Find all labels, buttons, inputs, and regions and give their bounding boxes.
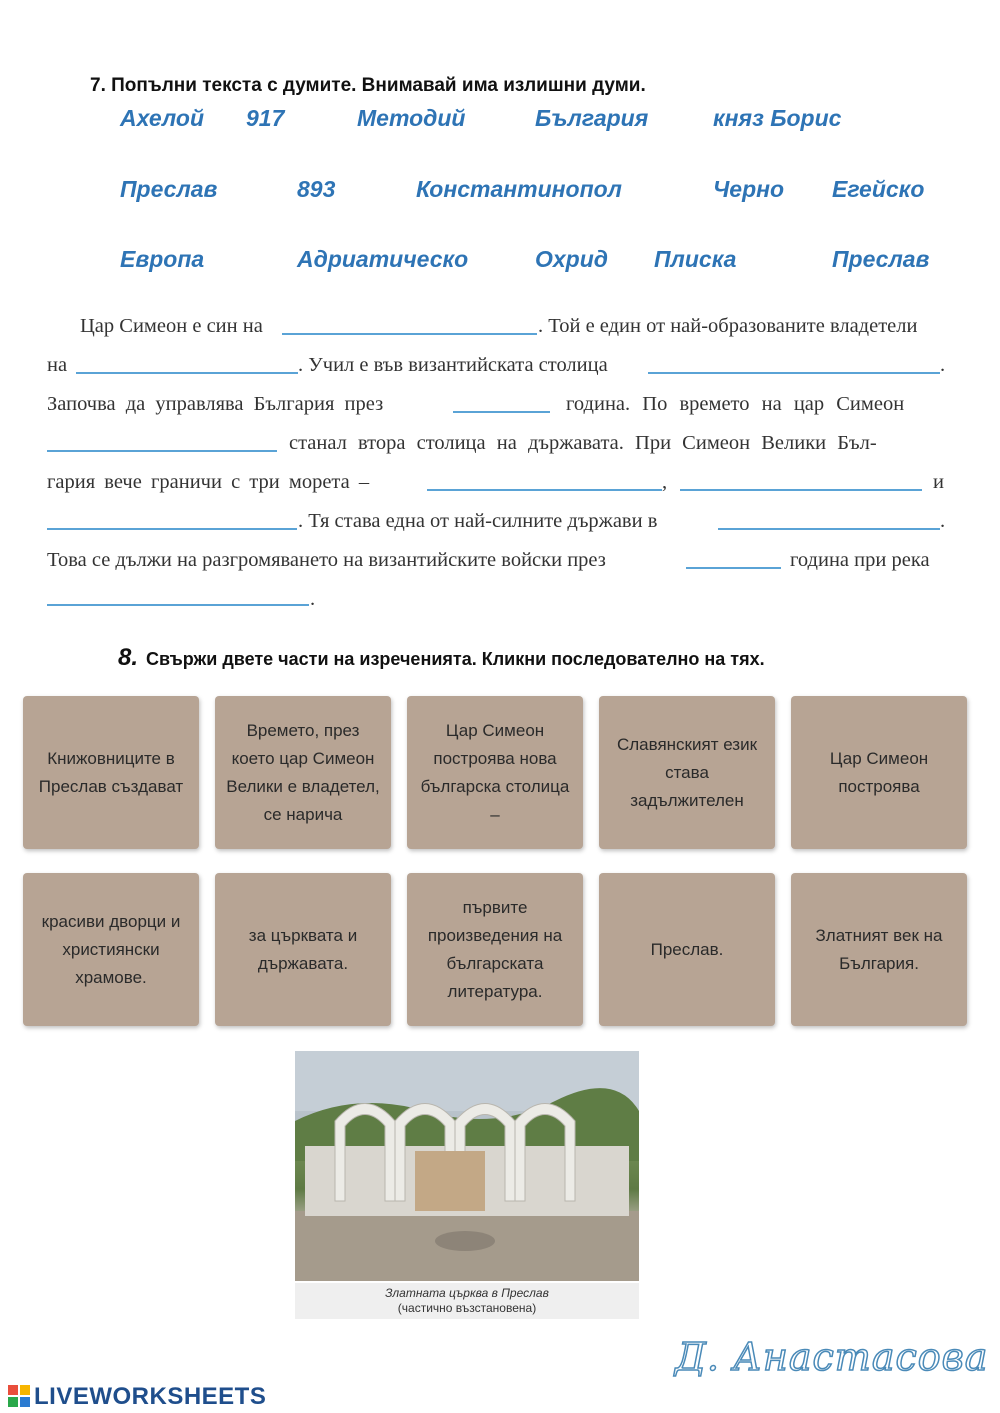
blank-field-7[interactable] (680, 489, 922, 491)
blank-field-1[interactable] (282, 333, 537, 335)
text-segment: . (310, 588, 316, 610)
match-card-top[interactable]: Цар Симеон построява (791, 696, 967, 849)
task8-title: Свържи двете части на изреченията. Кликни последователно на тях. (146, 649, 765, 669)
text-segment: гария вече граничи с три морета – (47, 471, 370, 493)
photo-caption (295, 1283, 639, 1319)
word-bank-item: Адриатическо (297, 246, 469, 272)
text-segment: станал втора столица на държавата. При Симеон Велики Бъл- (289, 432, 877, 454)
word-bank-item: Константинопол (416, 176, 622, 202)
match-card-bottom[interactable]: за църквата и държавата. (215, 873, 391, 1026)
blank-field-5[interactable] (47, 450, 277, 452)
word-bank-item: Черно (713, 176, 785, 202)
word-bank-item: България (535, 105, 649, 131)
word-bank-item: Преслав (832, 246, 930, 272)
author-signature: Д. Анастасова (675, 1335, 989, 1379)
caption-line-2: (частично възстановена) (397, 1301, 537, 1315)
word-bank-item: Охрид (535, 246, 608, 272)
liveworksheets-logo-icon (8, 1385, 30, 1407)
text-segment: , (662, 471, 668, 493)
text-segment: година. По времето на цар Симеон (566, 393, 905, 415)
caption-line-1: Златната църква в Преслав (385, 1286, 549, 1300)
text-segment: на (47, 354, 68, 376)
task8-number: 8. (118, 644, 139, 671)
text-segment: Това се дължи на разгромяването на византийските войски през (47, 549, 606, 571)
match-card-bottom[interactable]: Преслав. (599, 873, 775, 1026)
text-segment: Започва да управлява България през (47, 393, 384, 415)
match-card-bottom[interactable]: първите произведения на българската литература. (407, 873, 583, 1026)
blank-field-4[interactable] (453, 411, 550, 413)
blank-field-2[interactable] (76, 372, 298, 374)
word-bank-item: Методий (357, 105, 466, 131)
blank-field-9[interactable] (718, 528, 940, 530)
text-segment: . (940, 510, 946, 532)
text-segment: . Той е един от най-образованите владетели (538, 315, 918, 337)
match-card-top[interactable]: Книжовниците в Преслав създават (23, 696, 199, 849)
word-bank-item: 893 (297, 176, 336, 202)
word-bank-item: Егейско (832, 176, 925, 202)
word-bank-item: 917 (246, 105, 285, 131)
liveworksheets-logo[interactable]: LIVEWORKSHEETS (34, 1383, 267, 1410)
match-card-bottom[interactable]: Златният век на България. (791, 873, 967, 1026)
text-segment: година при река (790, 549, 930, 571)
text-segment: . Тя става една от най-силните държави в (298, 510, 658, 532)
word-bank-item: Преслав (120, 176, 218, 202)
blank-field-10[interactable] (686, 567, 781, 569)
blank-field-8[interactable] (47, 528, 297, 530)
word-bank-item: княз Борис (713, 105, 842, 131)
text-segment: Цар Симеон е син на (80, 315, 263, 337)
church-ruins-illustration (295, 1051, 639, 1281)
match-card-top[interactable]: Славянският език става задължителен (599, 696, 775, 849)
text-segment: и (933, 471, 944, 493)
word-bank-item: Плиска (654, 246, 737, 272)
blank-field-6[interactable] (427, 489, 662, 491)
text-segment: . (940, 354, 946, 376)
blank-field-11[interactable] (47, 604, 309, 606)
match-card-bottom[interactable]: красиви дворци и християнски храмове. (23, 873, 199, 1026)
match-card-top[interactable]: Цар Симеон построява нова българска столица – (407, 696, 583, 849)
task7-title: 7. Попълни текста с думите. Внимавай има излишни думи. (90, 75, 646, 96)
blank-field-3[interactable] (648, 372, 940, 374)
word-bank-item: Ахелой (120, 105, 205, 131)
church-photo (295, 1051, 639, 1281)
text-segment: . Учил е във византийската столица (298, 354, 608, 376)
word-bank-item: Европа (120, 246, 205, 272)
match-card-top[interactable]: Времето, през което цар Симеон Велики е владетел, се нарича (215, 696, 391, 849)
